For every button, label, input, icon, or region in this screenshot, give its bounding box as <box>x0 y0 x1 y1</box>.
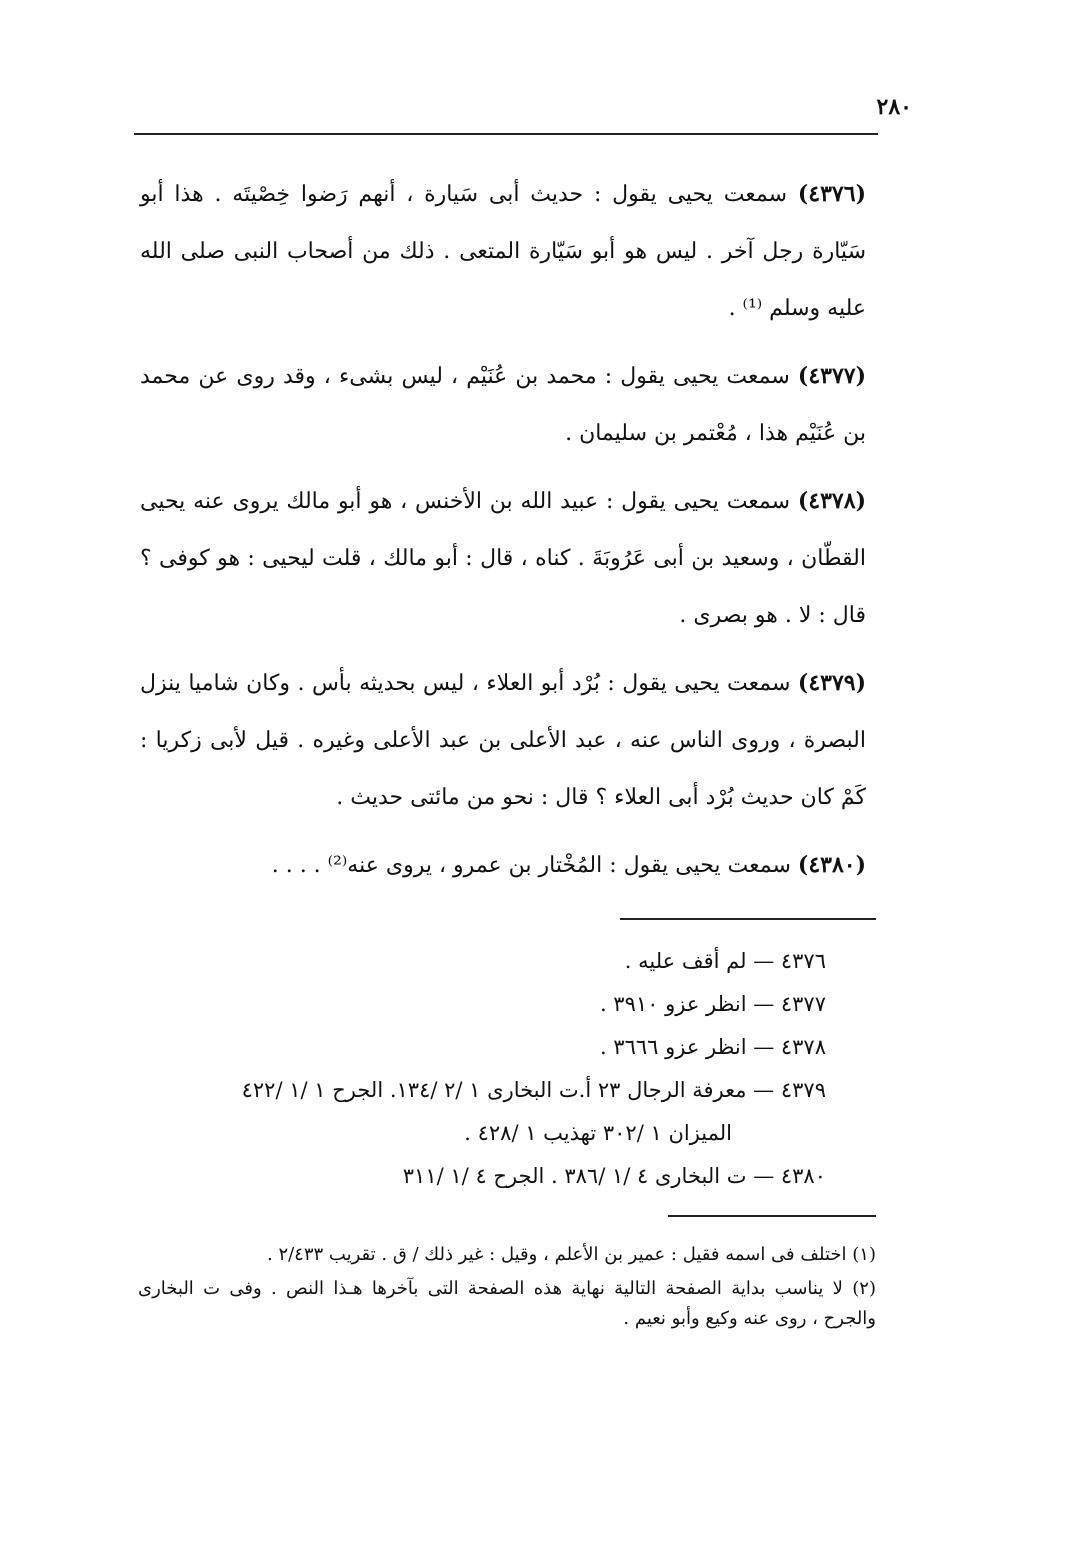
entry-paragraph <box>140 473 866 644</box>
header-rule <box>134 133 878 135</box>
entry-number: (٤٣٧٨) <box>797 488 866 514</box>
entry-text: سمعت يحيى يقول : عبيد الله بن الأخنس ، هو أبو مالك يروى عنه يحيى القطّان ، وسعيد بن أبى عَرُوبَةَ . كناه ، قال : أبو مالك ، قلت ليحيى : هو كوفى ؟ قال : لا . هو بصرى . <box>140 489 866 628</box>
entry-text: سمعت يحيى يقول : المُخْتار بن عمرو ، يروى عنه⁽²⁾ . . . . <box>271 853 791 878</box>
entry-number: (٤٣٧٧) <box>797 363 866 389</box>
entry-number: (٤٣٨٠) <box>797 852 866 878</box>
entry-text: سمعت يحيى يقول : محمد بن عُنَيْم ، ليس بشىء ، وقد روى عن محمد بن عُنَيْم هذا ، مُعْتمر بن سليمان . <box>140 364 866 446</box>
reference-line: ٤٣٧٧ — انظر عزو ٣٩١٠ . <box>599 992 826 1016</box>
entry-paragraph <box>140 166 866 337</box>
footnote: (٢) لا يناسب بداية الصفحة التالية نهاية هذه الصفحة التى بآخرها هـذا النص . وفى ت البخارى والجرح ، روى عنه وكيع وأبو نعيم . <box>138 1278 876 1329</box>
reference-line: ٤٣٧٦ — لم أقف عليه . <box>624 949 826 973</box>
reference-line: ٤٣٨٠ — ت البخارى ٤ /١ /٣٨٦ . الجرح ٤ /١ /٣١١ <box>402 1164 826 1188</box>
entry-text: سمعت يحيى يقول : بُرْد أبو العلاء ، ليس بحديثه بأس . وكان شاميا ينزل البصرة ، وروى الناس عنه ، عبد الأعلى بن عبد الأعلى وغيره . قيل لأبى زكريا : كَمْ كان حديث بُرْد أبى العلاء ؟ قال : نحو من مائتى حديث . <box>140 671 866 810</box>
footnotes <box>138 1240 876 1338</box>
entry-number: (٤٣٧٩) <box>797 670 866 696</box>
entry-paragraph <box>140 348 866 462</box>
entry-text: سمعت يحيى يقول : حديث أبى سَيارة ، أنهم رَضوا خِصْيتَه . هذا أبو سَيّارة رجل آخر . ليس هو أبو سَيّارة المتعى . ذلك من أصحاب النبى صلى الله عليه وسلم ⁽¹⁾ . <box>140 182 866 321</box>
main-text <box>140 166 866 905</box>
reference-list <box>140 940 826 1198</box>
entry-number: (٤٣٧٦) <box>797 181 866 207</box>
section-divider <box>620 918 876 920</box>
page-number: ٢٨٠ <box>876 94 912 120</box>
reference-line: ٤٣٧٨ — انظر عزو ٣٦٦٦ . <box>599 1035 826 1059</box>
footnote: (١) اختلف فى اسمه فقيل : عمير بن الأعلم ، وقيل : غير ذلك / ق . تقريب ٢/٤٣٣ . <box>267 1244 876 1265</box>
reference-line: الميزان ١ /٣٠٢ تهذيب ١ /٤٢٨ . <box>464 1121 732 1145</box>
reference-line: ٤٣٧٩ — معرفة الرجال ٢٣ أ.ت البخارى ١ /٢ /١٣٤. الجرح ١ /١ /٤٢٢ <box>241 1078 826 1102</box>
entry-paragraph <box>140 837 866 894</box>
entry-paragraph <box>140 655 866 826</box>
footnote-divider <box>668 1215 876 1217</box>
